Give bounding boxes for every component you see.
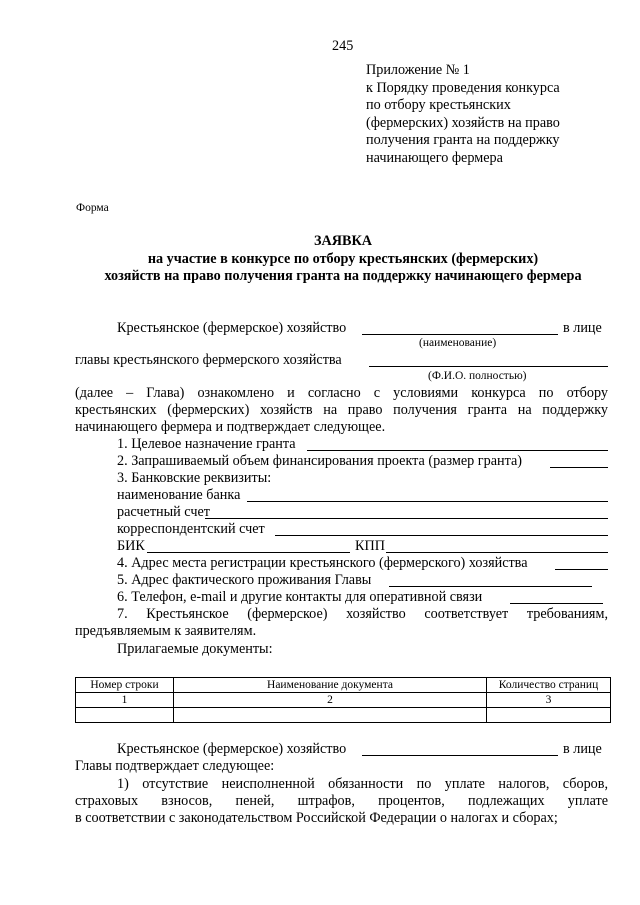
form-label: Форма <box>76 202 109 214</box>
footer-kfh-suffix: в лице <box>563 741 602 757</box>
table-row <box>76 693 611 708</box>
attached-docs-label: Прилагаемые документы: <box>117 641 273 657</box>
kfh-name-field[interactable] <box>362 334 558 335</box>
bank-name-label: наименование банка <box>117 487 241 503</box>
table-header-cell: Наименование документа <box>174 678 487 693</box>
table-row[interactable] <box>76 708 611 723</box>
item1-label: 1. Целевое назначение гранта <box>117 436 296 452</box>
head-fio-field[interactable] <box>369 366 608 367</box>
bik-field[interactable] <box>147 552 350 553</box>
item6-label: 6. Телефон, e-mail и другие контакты для оперативной связи <box>117 589 483 605</box>
table-cell[interactable] <box>174 708 487 723</box>
item5-label: 5. Адрес фактического проживания Главы <box>117 572 372 588</box>
kfh-suffix: в лице <box>563 320 602 336</box>
appendix-line: получения гранта на поддержку <box>366 132 560 149</box>
title-line1: на участие в конкурсе по отбору крестьянских (фермерских) <box>147 251 539 267</box>
corr-account-field[interactable] <box>275 535 608 536</box>
table-cell: 3 <box>487 693 611 708</box>
para1-line: крестьянских (фермерских) хозяйств на право получения гранта на поддержку <box>75 402 608 418</box>
table-header-cell: Номер строки <box>76 678 174 693</box>
item2-label: 2. Запрашиваемый объем финансирования проекта (размер гранта) <box>117 453 522 469</box>
kpp-label: КПП <box>355 538 385 554</box>
title-main: ЗАЯВКА <box>314 233 372 249</box>
appendix-line: Приложение № 1 <box>366 62 470 78</box>
item1-field[interactable] <box>307 450 608 451</box>
para1-line: (далее – Глава) ознакомлено и согласно с условиями конкурса по отбору <box>75 385 608 401</box>
item3-label: 3. Банковские реквизиты: <box>117 470 272 486</box>
page-number: 245 <box>332 38 354 54</box>
footer-p1-line: страховых взносов, пеней, штрафов, процентов, подлежащих уплате <box>75 793 608 809</box>
caption-name: (наименование) <box>419 337 497 349</box>
table-header-row <box>76 678 611 693</box>
footer-confirm: Главы подтверждает следующее: <box>75 758 275 774</box>
item2-field[interactable] <box>550 467 608 468</box>
item5-field[interactable] <box>389 586 592 587</box>
item6-field[interactable] <box>510 603 603 604</box>
footer-kfh-prefix: Крестьянское (фермерское) хозяйство <box>117 741 347 757</box>
item4-label: 4. Адрес места регистрации крестьянского (фермерского) хозяйства <box>117 555 528 571</box>
footer-p1-line: 1) отсутствие неисполненной обязанности по уплате налогов, сборов, <box>117 776 608 792</box>
kpp-field[interactable] <box>386 552 608 553</box>
appendix-line: (фермерских) хозяйств на право <box>366 114 560 131</box>
appendix-line: к Порядку проведения конкурса <box>366 79 560 96</box>
appendix-line: начинающего фермера <box>366 149 503 166</box>
para1-line: начинающего фермера и подтверждает следующее. <box>75 419 386 435</box>
footer-kfh-name-field[interactable] <box>362 755 558 756</box>
footer-p1-line: в соответствии с законодательством Российской Федерации о налогах и сборах; <box>75 810 558 826</box>
documents-table <box>75 677 611 723</box>
table-cell[interactable] <box>487 708 611 723</box>
appendix-block <box>366 62 560 168</box>
item7-line: 7. Крестьянское (фермерское) хозяйство соответствует требованиям, <box>117 606 608 622</box>
account-field[interactable] <box>205 518 608 519</box>
kfh-prefix: Крестьянское (фермерское) хозяйство <box>117 320 347 336</box>
title-line2: хозяйств на право получения гранта на поддержку начинающего фермера <box>104 268 582 284</box>
caption-fio: (Ф.И.О. полностью) <box>428 370 527 382</box>
table-cell[interactable] <box>76 708 174 723</box>
head-label: главы крестьянского фермерского хозяйства <box>75 352 342 368</box>
table-cell: 1 <box>76 693 174 708</box>
bik-label: БИК <box>117 538 145 554</box>
account-label: расчетный счет <box>117 504 210 520</box>
bank-name-field[interactable] <box>247 501 608 502</box>
table-cell: 2 <box>174 693 487 708</box>
corr-account-label: корреспондентский счет <box>117 521 265 537</box>
item7-line: предъявляемым к заявителям. <box>75 623 257 639</box>
item4-field[interactable] <box>555 569 608 570</box>
table-header-cell: Количество страниц <box>487 678 611 693</box>
appendix-line: по отбору крестьянских <box>366 97 511 114</box>
